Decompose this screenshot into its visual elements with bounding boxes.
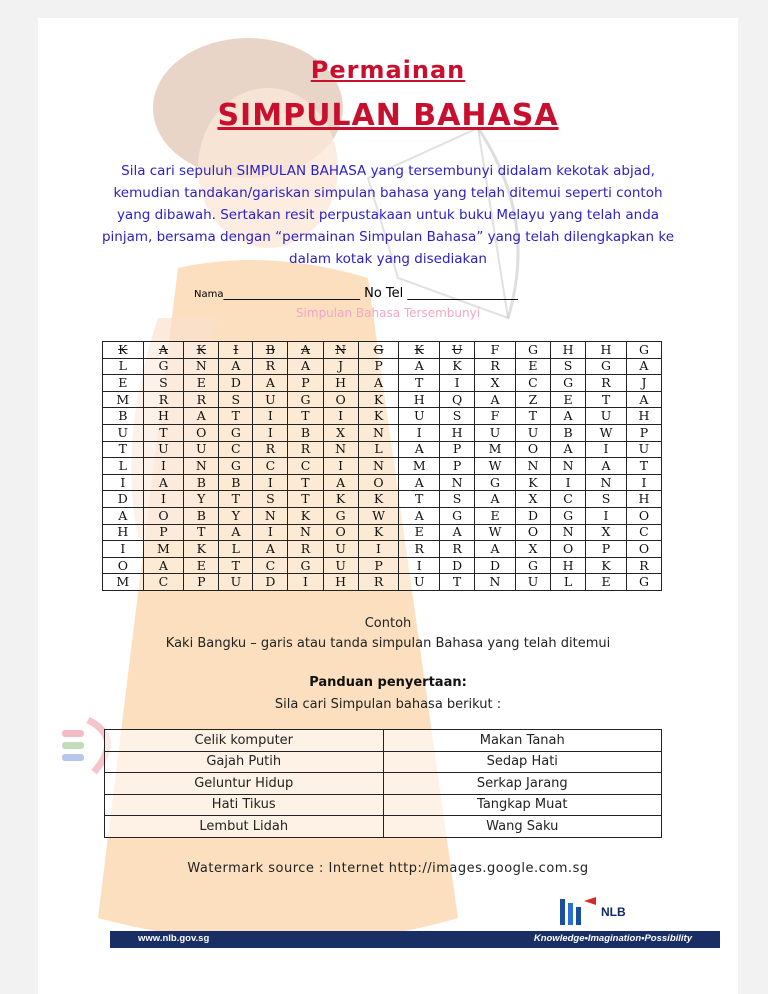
grid-letter[interactable]: A (253, 375, 288, 392)
grid-letter[interactable]: H (586, 342, 627, 359)
grid-letter[interactable]: K (440, 358, 475, 375)
grid-letter[interactable]: P (143, 524, 184, 541)
grid-letter[interactable]: E (475, 507, 516, 524)
grid-letter[interactable]: T (143, 424, 184, 441)
grid-letter[interactable]: A (475, 541, 516, 558)
grid-letter[interactable]: H (626, 491, 661, 508)
grid-letter[interactable]: Q (440, 391, 475, 408)
grid-letter[interactable]: E (515, 358, 550, 375)
answer-item: Tangkap Muat (383, 794, 662, 816)
name-label: Nama (194, 289, 224, 300)
name-field[interactable]: _____________________ (223, 286, 360, 301)
grid-letter[interactable]: A (399, 358, 440, 375)
grid-letter[interactable]: X (515, 541, 550, 558)
grid-letter[interactable]: P (288, 375, 323, 392)
grid-row (103, 441, 662, 458)
grid-letter[interactable]: H (551, 557, 586, 574)
grid-letter[interactable]: R (184, 391, 219, 408)
grid-letter[interactable]: B (184, 474, 219, 491)
grid-row (103, 557, 662, 574)
grid-row (103, 424, 662, 441)
grid-letter[interactable]: K (399, 342, 440, 359)
grid-row (103, 358, 662, 375)
grid-letter[interactable]: A (143, 342, 184, 359)
phone-label: No Tel (364, 286, 404, 301)
grid-letter[interactable]: U (399, 408, 440, 425)
grid-letter[interactable]: X (323, 424, 358, 441)
answer-row (105, 794, 662, 816)
grid-letter[interactable]: G (551, 375, 586, 392)
grid-letter[interactable]: R (253, 358, 288, 375)
grid-letter[interactable]: L (219, 541, 253, 558)
grid-letter[interactable]: N (551, 524, 586, 541)
title-simpulan-bahasa: SIMPULAN BAHASA (217, 98, 559, 133)
grid-letter[interactable]: A (219, 358, 253, 375)
grid-letter[interactable]: I (143, 491, 184, 508)
grid-letter[interactable]: R (440, 541, 475, 558)
grid-letter[interactable]: T (626, 458, 661, 475)
grid-letter[interactable]: X (475, 375, 516, 392)
grid-letter[interactable]: G (358, 342, 399, 359)
grid-letter[interactable]: R (626, 557, 661, 574)
grid-letter[interactable]: W (358, 507, 399, 524)
grid-letter[interactable]: O (184, 424, 219, 441)
grid-letter[interactable]: G (323, 507, 358, 524)
grid-letter[interactable]: U (515, 424, 550, 441)
grid-letter[interactable]: I (103, 474, 144, 491)
grid-letter[interactable]: U (219, 574, 253, 591)
answer-item: Celik komputer (105, 730, 384, 752)
grid-letter[interactable]: G (626, 342, 661, 359)
grid-letter[interactable]: C (626, 524, 661, 541)
grid-letter[interactable]: H (323, 375, 358, 392)
grid-letter[interactable]: O (626, 507, 661, 524)
answer-item: Geluntur Hidup (105, 773, 384, 795)
grid-letter[interactable]: G (288, 557, 323, 574)
grid-letter[interactable]: N (323, 441, 358, 458)
grid-letter[interactable]: S (551, 358, 586, 375)
grid-letter[interactable]: U (184, 441, 219, 458)
grid-row (103, 541, 662, 558)
answer-row (105, 773, 662, 795)
grid-letter[interactable]: G (143, 358, 184, 375)
grid-letter[interactable]: K (586, 557, 627, 574)
grid-letter[interactable]: T (399, 375, 440, 392)
answer-item: Wang Saku (383, 816, 662, 838)
grid-row (103, 524, 662, 541)
grid-letter[interactable]: M (103, 574, 144, 591)
grid-letter[interactable]: P (358, 358, 399, 375)
grid-letter[interactable]: H (399, 391, 440, 408)
grid-letter[interactable]: N (551, 458, 586, 475)
grid-letter[interactable]: A (626, 391, 661, 408)
grid-letter[interactable]: T (219, 408, 253, 425)
grid-letter[interactable]: F (475, 408, 516, 425)
grid-letter[interactable]: D (103, 491, 144, 508)
grid-letter[interactable]: A (399, 441, 440, 458)
instructions-text: Sila cari sepuluh SIMPULAN BAHASA yang tersembunyi didalam kekotak abjad, kemudian tandakan/gariskan simpulan bahasa yang telah ditemui seperti contoh yang dibawah. Sertakan resit perpustakaan untuk buku Melayu yang telah anda pinjam, bersama dengan “permainan Simpulan Bahasa” yang telah dilengkapkan ke dalam kotak yang disediakan (101, 163, 675, 267)
answer-row (105, 816, 662, 838)
grid-letter[interactable]: R (288, 441, 323, 458)
grid-letter[interactable]: P (358, 557, 399, 574)
answer-item: Makan Tanah (383, 730, 662, 752)
grid-letter[interactable]: K (288, 507, 323, 524)
grid-letter[interactable]: N (184, 358, 219, 375)
grid-letter[interactable]: T (103, 441, 144, 458)
grid-letter[interactable]: P (184, 574, 219, 591)
grid-letter[interactable]: T (288, 474, 323, 491)
grid-letter[interactable]: U (143, 441, 184, 458)
grid-letter[interactable]: A (475, 391, 516, 408)
grid-letter[interactable]: N (515, 458, 550, 475)
grid-letter[interactable]: G (515, 557, 550, 574)
grid-letter[interactable]: E (586, 574, 627, 591)
answer-item: Sedap Hati (383, 751, 662, 773)
grid-row (103, 375, 662, 392)
grid-letter[interactable]: U (253, 391, 288, 408)
grid-letter[interactable]: I (143, 458, 184, 475)
grid-letter[interactable]: C (551, 491, 586, 508)
grid-letter[interactable]: B (288, 424, 323, 441)
grid-letter[interactable]: K (358, 408, 399, 425)
grid-letter[interactable]: N (288, 524, 323, 541)
answer-list-table (104, 729, 662, 838)
grid-letter[interactable]: H (440, 424, 475, 441)
grid-letter[interactable]: R (586, 375, 627, 392)
grid-letter[interactable]: A (551, 441, 586, 458)
grid-letter[interactable]: R (358, 574, 399, 591)
grid-letter[interactable]: N (358, 424, 399, 441)
grid-letter[interactable]: K (515, 474, 550, 491)
grid-letter[interactable]: I (219, 342, 253, 359)
grid-row (103, 574, 662, 591)
grid-letter[interactable]: D (515, 507, 550, 524)
grid-letter[interactable]: U (103, 424, 144, 441)
grid-letter[interactable]: R (399, 541, 440, 558)
grid-letter[interactable]: N (358, 458, 399, 475)
word-search-grid (102, 341, 662, 591)
grid-letter[interactable]: O (515, 524, 550, 541)
grid-letter[interactable]: L (103, 358, 144, 375)
grid-letter[interactable]: U (586, 408, 627, 425)
grid-letter[interactable]: I (323, 458, 358, 475)
grid-letter[interactable]: J (323, 358, 358, 375)
grid-letter[interactable]: H (103, 524, 144, 541)
answer-row (105, 751, 662, 773)
title-permainan: Permainan (310, 56, 466, 84)
grid-letter[interactable]: C (143, 574, 184, 591)
grid-letter[interactable]: R (143, 391, 184, 408)
grid-letter[interactable]: S (253, 491, 288, 508)
grid-letter[interactable]: H (626, 408, 661, 425)
grid-letter[interactable]: A (358, 375, 399, 392)
grid-letter[interactable]: P (586, 541, 627, 558)
grid-letter[interactable]: T (515, 408, 550, 425)
grid-letter[interactable]: L (103, 458, 144, 475)
grid-letter[interactable]: K (184, 342, 219, 359)
grid-letter[interactable]: R (475, 358, 516, 375)
grid-letter[interactable]: G (586, 358, 627, 375)
grid-letter[interactable]: A (626, 358, 661, 375)
grid-letter[interactable]: J (626, 375, 661, 392)
grid-letter[interactable]: T (288, 408, 323, 425)
answer-item: Gajah Putih (105, 751, 384, 773)
grid-letter[interactable]: I (253, 474, 288, 491)
grid-letter[interactable]: S (440, 491, 475, 508)
grid-letter[interactable]: P (440, 441, 475, 458)
grid-row (103, 474, 662, 491)
grid-letter[interactable]: M (475, 441, 516, 458)
grid-letter[interactable]: X (515, 491, 550, 508)
phone-field[interactable]: _________________ (407, 286, 518, 301)
grid-letter[interactable]: I (253, 408, 288, 425)
answer-row (105, 730, 662, 752)
example-text: Kaki Bangku – garis atau tanda simpulan Bahasa yang telah ditemui (165, 636, 611, 651)
grid-letter[interactable]: G (219, 458, 253, 475)
grid-letter[interactable]: A (586, 458, 627, 475)
grid-letter[interactable]: B (219, 474, 253, 491)
grid-letter[interactable]: T (184, 524, 219, 541)
worksheet-page (38, 18, 738, 994)
grid-letter[interactable]: I (323, 408, 358, 425)
grid-letter[interactable]: E (103, 375, 144, 392)
grid-letter[interactable]: O (323, 391, 358, 408)
grid-letter[interactable]: U (399, 574, 440, 591)
grid-letter[interactable]: F (475, 342, 516, 359)
grid-letter[interactable]: U (440, 342, 475, 359)
grid-letter[interactable]: E (551, 391, 586, 408)
grid-letter[interactable]: H (551, 342, 586, 359)
grid-letter[interactable]: T (399, 491, 440, 508)
grid-letter[interactable]: I (253, 524, 288, 541)
grid-letter[interactable]: U (323, 541, 358, 558)
grid-letter[interactable]: Z (515, 391, 550, 408)
grid-letter[interactable]: H (323, 574, 358, 591)
grid-letter[interactable]: O (323, 524, 358, 541)
example-label: Contoh (364, 616, 412, 631)
grid-letter[interactable]: C (253, 458, 288, 475)
grid-letter[interactable]: D (253, 574, 288, 591)
grid-letter[interactable]: L (551, 574, 586, 591)
grid-letter[interactable]: T (440, 574, 475, 591)
grid-letter[interactable]: U (475, 424, 516, 441)
grid-letter[interactable]: O (143, 507, 184, 524)
grid-letter[interactable]: T (219, 491, 253, 508)
grid-letter[interactable]: G (475, 474, 516, 491)
grid-letter[interactable]: E (184, 557, 219, 574)
grid-letter[interactable]: U (323, 557, 358, 574)
grid-letter[interactable]: Y (184, 491, 219, 508)
grid-letter[interactable]: M (399, 458, 440, 475)
grid-letter[interactable]: A (288, 358, 323, 375)
entry-form-line (194, 286, 518, 301)
grid-letter[interactable]: I (253, 424, 288, 441)
grid-letter[interactable]: D (440, 557, 475, 574)
grid-letter[interactable]: A (184, 408, 219, 425)
grid-letter[interactable]: A (253, 541, 288, 558)
grid-letter[interactable]: O (626, 541, 661, 558)
grid-letter[interactable]: K (184, 541, 219, 558)
guide-text: Sila cari Simpulan bahasa berikut : (274, 697, 502, 712)
grid-letter[interactable]: W (475, 524, 516, 541)
grid-letter[interactable]: I (551, 474, 586, 491)
grid-letter[interactable]: A (551, 408, 586, 425)
grid-letter[interactable]: I (626, 474, 661, 491)
grid-letter[interactable]: T (586, 391, 627, 408)
grid-letter[interactable]: K (358, 524, 399, 541)
grid-letter[interactable]: I (399, 557, 440, 574)
grid-letter[interactable]: M (143, 541, 184, 558)
grid-letter[interactable]: G (626, 574, 661, 591)
grid-letter[interactable]: G (515, 342, 550, 359)
grid-letter[interactable]: I (586, 507, 627, 524)
grid-letter[interactable]: C (253, 557, 288, 574)
footer-url[interactable]: www.nlb.gov.sg (138, 933, 210, 944)
grid-letter[interactable]: A (399, 507, 440, 524)
answer-item: Serkap Jarang (383, 773, 662, 795)
grid-letter[interactable]: R (288, 541, 323, 558)
grid-letter[interactable]: N (184, 458, 219, 475)
nlb-logo-text: NLB (601, 905, 626, 919)
grid-letter[interactable]: C (515, 375, 550, 392)
grid-letter[interactable]: C (288, 458, 323, 475)
grid-letter[interactable]: K (323, 491, 358, 508)
grid-letter[interactable]: N (253, 507, 288, 524)
footer-tagline: Knowledge•Imagination•Possibility (533, 933, 692, 944)
grid-letter[interactable]: B (184, 507, 219, 524)
grid-letter[interactable]: U (626, 441, 661, 458)
grid-row (103, 408, 662, 425)
grid-letter[interactable]: S (440, 408, 475, 425)
grid-letter[interactable]: P (626, 424, 661, 441)
grid-letter[interactable]: T (219, 557, 253, 574)
grid-letter[interactable]: I (288, 574, 323, 591)
grid-letter[interactable]: K (103, 342, 144, 359)
grid-subtitle: Simpulan Bahasa Tersembunyi (295, 306, 481, 320)
grid-letter[interactable]: G (288, 391, 323, 408)
answer-item: Lembut Lidah (105, 816, 384, 838)
grid-letter[interactable]: K (358, 391, 399, 408)
grid-letter[interactable]: A (440, 524, 475, 541)
grid-letter[interactable]: A (288, 342, 323, 359)
grid-row (103, 458, 662, 475)
grid-letter[interactable]: Y (219, 507, 253, 524)
grid-row (103, 391, 662, 408)
grid-letter[interactable]: M (103, 391, 144, 408)
footer-bar (110, 931, 720, 948)
grid-letter[interactable]: T (288, 491, 323, 508)
answer-item: Hati Tikus (105, 794, 384, 816)
grid-row (103, 507, 662, 524)
grid-row (103, 342, 662, 359)
grid-letter[interactable]: A (475, 491, 516, 508)
grid-letter[interactable]: I (103, 541, 144, 558)
grid-letter[interactable]: N (475, 574, 516, 591)
grid-letter[interactable]: S (143, 375, 184, 392)
grid-letter[interactable]: N (440, 474, 475, 491)
grid-letter[interactable]: E (399, 524, 440, 541)
grid-letter[interactable]: W (586, 424, 627, 441)
watermark-source: Watermark source : Internet http://images.google.com.sg (187, 861, 589, 876)
grid-letter[interactable]: W (475, 458, 516, 475)
grid-letter[interactable]: I (358, 541, 399, 558)
grid-letter[interactable]: K (358, 491, 399, 508)
grid-letter[interactable]: G (219, 424, 253, 441)
grid-letter[interactable]: A (399, 474, 440, 491)
grid-letter[interactable]: C (219, 441, 253, 458)
grid-letter[interactable]: O (551, 541, 586, 558)
grid-letter[interactable]: O (358, 474, 399, 491)
grid-letter[interactable]: N (323, 342, 358, 359)
grid-letter[interactable]: I (399, 424, 440, 441)
grid-letter[interactable]: D (475, 557, 516, 574)
grid-letter[interactable]: A (219, 524, 253, 541)
grid-letter[interactable]: L (358, 441, 399, 458)
grid-letter[interactable]: G (440, 507, 475, 524)
grid-letter[interactable]: I (440, 375, 475, 392)
grid-letter[interactable]: N (586, 474, 627, 491)
grid-letter[interactable]: O (515, 441, 550, 458)
grid-letter[interactable]: S (586, 491, 627, 508)
grid-letter[interactable]: R (253, 441, 288, 458)
grid-letter[interactable]: A (103, 507, 144, 524)
grid-letter[interactable]: A (143, 557, 184, 574)
grid-letter[interactable]: U (515, 574, 550, 591)
grid-letter[interactable]: A (323, 474, 358, 491)
grid-letter[interactable]: I (586, 441, 627, 458)
grid-letter[interactable]: G (551, 507, 586, 524)
grid-letter[interactable]: B (253, 342, 288, 359)
grid-letter[interactable]: H (143, 408, 184, 425)
grid-letter[interactable]: X (586, 524, 627, 541)
grid-letter[interactable]: B (551, 424, 586, 441)
grid-letter[interactable]: B (103, 408, 144, 425)
grid-letter[interactable]: D (219, 375, 253, 392)
grid-letter[interactable]: S (219, 391, 253, 408)
grid-row (103, 491, 662, 508)
grid-letter[interactable]: A (143, 474, 184, 491)
grid-letter[interactable]: O (103, 557, 144, 574)
grid-letter[interactable]: P (440, 458, 475, 475)
guide-title: Panduan penyertaan: (309, 675, 467, 690)
grid-letter[interactable]: E (184, 375, 219, 392)
